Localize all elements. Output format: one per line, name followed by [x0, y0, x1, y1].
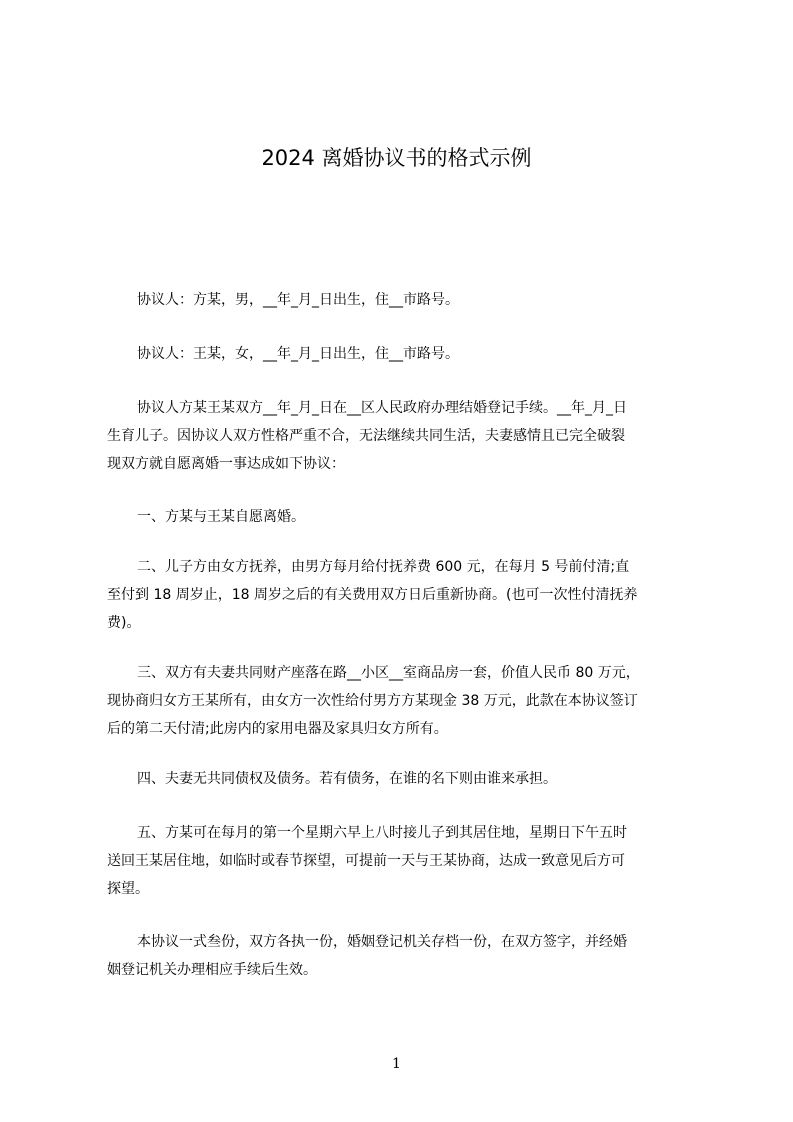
text-line: 协议人方某王某双方__年_月_日在__区人民政府办理结婚登记手续。__年_月_日 — [137, 400, 627, 416]
clause-3-paragraph — [107, 659, 699, 743]
text-line: 一、方某与王某自愿离婚。 — [137, 509, 305, 525]
intro-paragraph — [107, 394, 699, 478]
clause-1-paragraph — [107, 503, 699, 531]
text-line: 送回王某居住地，如临时或春节探望，可提前一天与王某协商，达成一致意见后方可 — [107, 853, 625, 869]
text-line: 本协议一式叁份，双方各执一份，婚姻登记机关存档一份，在双方签字，并经婚 — [137, 934, 627, 950]
text-line: 五、方某可在每月的第一个星期六早上八时接儿子到其居住地，星期日下午五时 — [137, 825, 627, 841]
text-line: 费)。 — [107, 615, 141, 631]
clause-5-paragraph — [107, 819, 699, 903]
text-line: 四、夫妻无共同债权及债务。若有债务，在谁的名下则由谁来承担。 — [137, 771, 557, 787]
text-line: 协议人：王某，女，__年_月_日出生，住__市路号。 — [137, 346, 459, 362]
text-line: 生育儿子。因协议人双方性格严重不合，无法继续共同生活，夫妻感情且已完全破裂 — [107, 428, 625, 444]
text-line: 现协商归女方王某所有，由女方一次性给付男方方某现金 38 万元，此款在本协议签订 — [107, 693, 638, 709]
page-title: 2024 离婚协议书的格式示例 — [261, 146, 532, 170]
clause-4-paragraph — [107, 765, 699, 793]
text-line: 至付到 18 周岁止，18 周岁之后的有关费用双方日后重新协商。(也可一次性付清抚养 — [107, 587, 638, 603]
text-line: 探望。 — [107, 881, 149, 897]
text-line: 后的第二天付清;此房内的家用电器及家具归女方所有。 — [107, 721, 448, 737]
text-line: 三、双方有夫妻共同财产座落在路__小区__室商品房一套，价值人民币 80 万元， — [137, 665, 640, 681]
closing-paragraph — [107, 928, 699, 984]
party-1-paragraph — [107, 286, 699, 314]
text-line: 姻登记机关办理相应手续后生效。 — [107, 962, 317, 978]
party-2-paragraph — [107, 340, 699, 368]
text-line: 现双方就自愿离婚一事达成如下协议： — [107, 456, 345, 472]
clause-2-paragraph — [107, 553, 699, 637]
page-number: 1 — [392, 1056, 401, 1072]
text-line: 二、儿子方由女方抚养，由男方每月给付抚养费 600 元，在每月 5 号前付清;直 — [137, 559, 630, 575]
text-line: 协议人：方某，男，__年_月_日出生，住__市路号。 — [137, 292, 459, 308]
